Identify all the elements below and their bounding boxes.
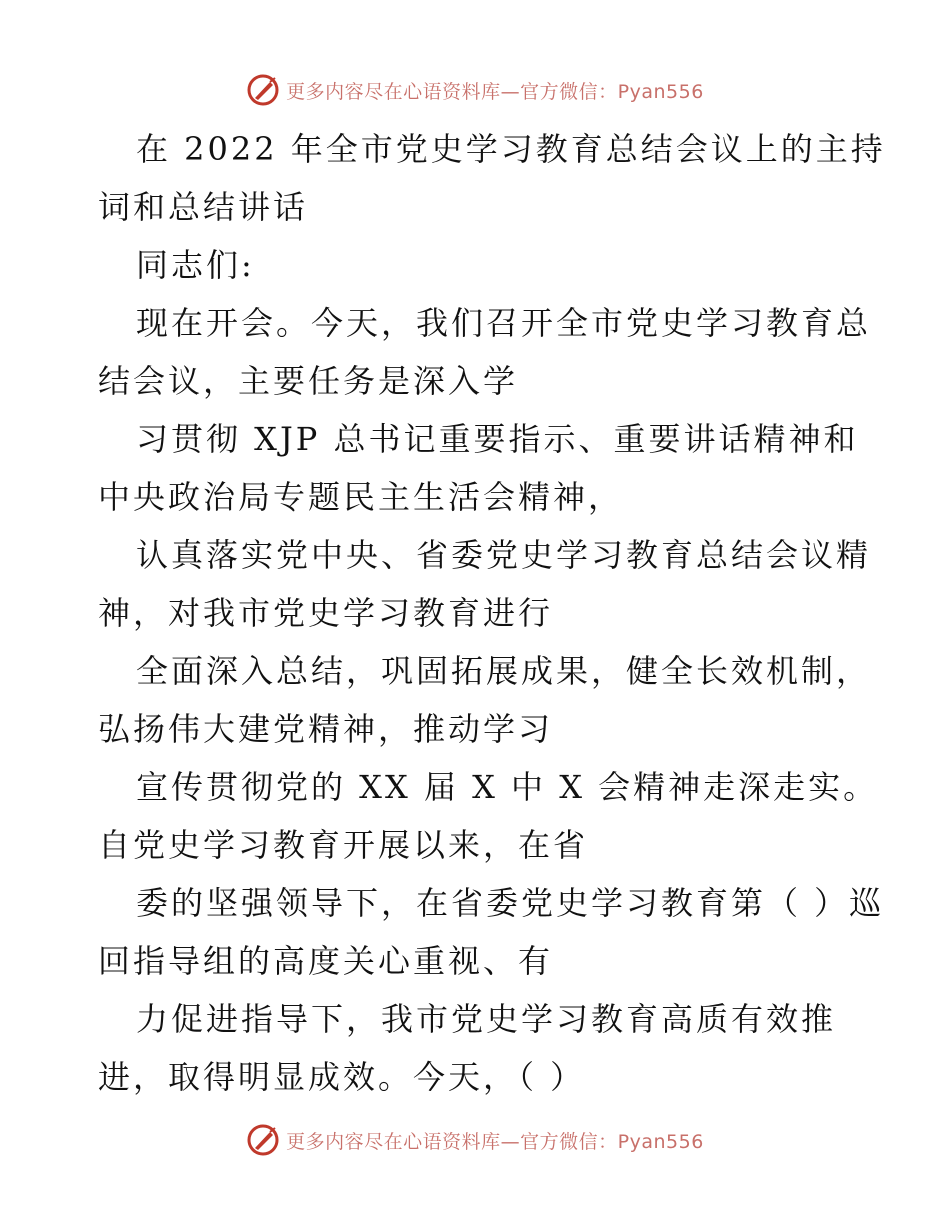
header-watermark xyxy=(0,70,950,110)
text-line: 认真落实党中央、省委党史学习教育总结会议精 xyxy=(136,536,872,574)
text-line: 神，对我市党史学习教育进行 xyxy=(98,594,554,632)
text-line: 宣传贯彻党的 XX 届 X 中 X 会精神走深走实。 xyxy=(136,768,879,806)
text-line: 力促进指导下，我市党史学习教育高质有效推 xyxy=(136,1000,837,1038)
text-line: 词和总结讲话 xyxy=(98,188,309,226)
text-line: 习贯彻 XJP 总书记重要指示、重要讲话精神和 xyxy=(136,420,859,458)
text-line: 中央政治局专题民主生活会精神， xyxy=(98,478,624,516)
text-line: 现在开会。今天，我们召开全市党史学习教育总 xyxy=(136,304,872,342)
watermark-text: 更多内容尽在心语资料库—官方微信：Pyan556 xyxy=(286,80,704,103)
quill-circle-logo-icon xyxy=(246,73,280,107)
text-line: 进，取得明显成效。今天，（ ） xyxy=(98,1058,586,1096)
text-line: 委的坚强领导下，在省委党史学习教育第（ ）巡 xyxy=(136,884,885,922)
text-line: 全面深入总结，巩固拓展成果，健全长效机制， xyxy=(136,652,872,690)
text-line: 弘扬伟大建党精神，推动学习 xyxy=(98,710,554,748)
footer-watermark xyxy=(0,1120,950,1160)
text-line: 回指导组的高度关心重视、有 xyxy=(98,942,554,980)
quill-circle-logo-icon xyxy=(246,1123,280,1157)
document-body xyxy=(98,120,886,1106)
text-line: 同志们: xyxy=(136,246,255,284)
watermark-text: 更多内容尽在心语资料库—官方微信：Pyan556 xyxy=(286,1130,704,1153)
text-line: 自党史学习教育开展以来，在省 xyxy=(98,826,589,864)
text-line: 结会议，主要任务是深入学 xyxy=(98,362,519,400)
text-line: 在 2022 年全市党史学习教育总结会议上的主持 xyxy=(136,130,886,168)
